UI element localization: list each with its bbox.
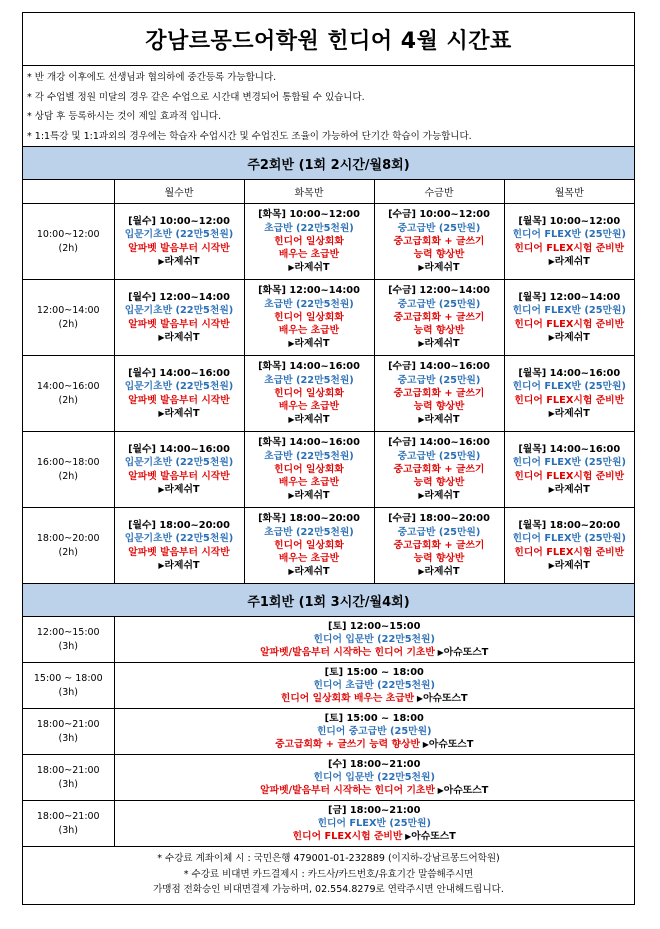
class-cell xyxy=(504,280,634,356)
notes-section xyxy=(23,66,634,147)
teacher-line xyxy=(245,565,374,578)
time-cell xyxy=(23,204,114,280)
course-desc: 힌디어 FLEX시험 준비반 xyxy=(514,242,625,254)
triangle-right-icon: ▶ xyxy=(288,491,295,501)
teacher-name: 라제쉬T xyxy=(164,483,200,495)
class-time: [월목] 18:00~20:00 xyxy=(518,520,621,532)
triangle-right-icon: ▶ xyxy=(548,560,555,570)
note-line: * 1:1특강 및 1:1과외의 경우에는 학습자 수업시간 및 수업진도 조율이 가능하여 단기간 학습이 가능합니다. xyxy=(27,130,472,142)
duration: (2h) xyxy=(58,242,78,254)
teacher-line xyxy=(375,489,504,502)
class-cell xyxy=(374,508,504,584)
course-desc: 힌디어 일상회화 배우는 초급반 xyxy=(274,235,344,261)
teacher-name: 라제쉬T xyxy=(554,407,590,419)
course-name: 입문기초반 (22만5천원) xyxy=(124,457,234,469)
triangle-right-icon: ▶ xyxy=(418,567,425,577)
triangle-right-icon: ▶ xyxy=(418,491,425,501)
class-cell xyxy=(244,356,374,432)
class-time: [월수] 14:00~16:00 xyxy=(128,368,230,380)
time-range: 12:00~14:00 xyxy=(36,304,100,316)
triangle-right-icon: ▶ xyxy=(158,408,165,418)
class-cell xyxy=(114,204,244,280)
course-desc: 힌디어 일상회화 배우는 초급반 xyxy=(274,539,344,565)
teacher-name: 라제쉬T xyxy=(294,338,330,350)
teacher-name: 라제쉬T xyxy=(424,262,460,274)
column-header: 월목반 xyxy=(504,180,634,204)
class-cell xyxy=(114,432,244,508)
teacher-line xyxy=(505,331,635,344)
class-time: [월목] 10:00~12:00 xyxy=(518,216,621,228)
class-time: [수금] 10:00~12:00 xyxy=(388,209,490,221)
class-time: [월수] 14:00~16:00 xyxy=(128,444,230,456)
duration: (3h) xyxy=(58,732,78,744)
course-desc: 중고급회화 + 글쓰기 능력 향상반 xyxy=(393,387,485,413)
course-name: 힌디어 FLEX반 (25만원) xyxy=(512,457,626,469)
teacher-name: 라제쉬T xyxy=(164,559,200,571)
class-time: [화목] 10:00~12:00 xyxy=(258,209,360,221)
teacher-name: 라제쉬T xyxy=(294,414,330,426)
teacher-name: 라제쉬T xyxy=(424,414,460,426)
time-cell xyxy=(23,432,114,508)
duration: (3h) xyxy=(58,640,78,652)
time-range: 15:00 ~ 18:00 xyxy=(33,672,103,684)
class-time: [수금] 14:00~16:00 xyxy=(388,361,490,373)
class-time: [월목] 14:00~16:00 xyxy=(518,368,621,380)
note-line: * 반 개강 이후에도 선생님과 협의하에 중간등록 가능합니다. xyxy=(27,72,277,83)
teacher-line xyxy=(505,559,635,572)
triangle-right-icon: ▶ xyxy=(548,484,555,494)
course-desc: 알파벳 발음부터 시작반 xyxy=(128,470,230,482)
course-name: 중고급반 (25만원) xyxy=(397,222,481,234)
corner-cell xyxy=(23,180,114,204)
time-slot-row xyxy=(23,432,634,508)
teacher-line xyxy=(505,407,635,420)
triangle-right-icon: ▶ xyxy=(158,332,165,342)
time-slot-row xyxy=(23,617,634,663)
teacher-name: 라제쉬T xyxy=(164,255,200,267)
class-time: [금] 18:00~21:00 xyxy=(328,804,421,816)
class-time: [화목] 14:00~16:00 xyxy=(258,437,360,449)
class-time: [월수] 12:00~14:00 xyxy=(128,292,230,304)
class-cell xyxy=(374,280,504,356)
teacher-line xyxy=(245,337,374,350)
class-cell xyxy=(114,280,244,356)
course-name: 힌디어 중고급반 (25만원) xyxy=(316,725,432,737)
time-slot-row xyxy=(23,663,634,709)
triangle-right-icon: ▶ xyxy=(158,560,165,570)
course-desc: 힌디어 FLEX시험 준비반 xyxy=(514,318,625,330)
teacher-line xyxy=(115,483,244,496)
teacher-name: 라제쉬T xyxy=(554,255,590,267)
triangle-right-icon: ▶ xyxy=(434,786,444,796)
triangle-right-icon: ▶ xyxy=(158,484,165,494)
class-time: [수금] 12:00~14:00 xyxy=(388,285,490,297)
once-weekly-table xyxy=(23,617,634,846)
course-desc: 알파벳/발음부터 시작하는 힌디어 기초반 xyxy=(260,647,435,659)
triangle-right-icon: ▶ xyxy=(418,415,425,425)
course-name: 힌디어 입문반 (22만5천원) xyxy=(313,633,435,645)
class-cell xyxy=(374,432,504,508)
course-desc: 중고급회화 + 글쓰기 능력 향상반 xyxy=(393,539,485,565)
class-time: [수금] 14:00~16:00 xyxy=(388,437,490,449)
teacher-name: 라제쉬T xyxy=(164,331,200,343)
teacher-name: 아슈또스T xyxy=(411,831,456,843)
course-name: 힌디어 FLEX반 (25만원) xyxy=(512,229,626,241)
duration: (2h) xyxy=(58,470,78,482)
class-cell xyxy=(114,801,634,847)
class-time: [월목] 12:00~14:00 xyxy=(518,292,621,304)
class-cell xyxy=(504,204,634,280)
teacher-name: 라제쉬T xyxy=(294,262,330,274)
page-title: 강남르몽드어학원 힌디어 4월 시간표 xyxy=(23,13,634,66)
footer-line: * 수강료 비대면 카드결제시 : 카드사/카드번호/유효기간 말씀해주시면 xyxy=(183,868,474,880)
footer-line: * 수강료 계좌이체 시 : 국민은행 479001-01-232889 (이지하-강남르몽드어학원) xyxy=(157,853,500,864)
teacher-line xyxy=(375,261,504,274)
time-cell xyxy=(23,356,114,432)
course-name: 힌디어 FLEX반 (25만원) xyxy=(512,533,626,545)
teacher-line xyxy=(375,413,504,426)
time-range: 18:00~21:00 xyxy=(36,764,100,776)
class-time: [화목] 14:00~16:00 xyxy=(258,361,360,373)
teacher-line xyxy=(245,413,374,426)
column-header-row xyxy=(23,180,634,204)
course-desc: 알파벳 발음부터 시작반 xyxy=(128,242,230,254)
teacher-name: 라제쉬T xyxy=(424,338,460,350)
course-name: 힌디어 FLEX반 (25만원) xyxy=(512,305,626,317)
course-name: 초급반 (22만5천원) xyxy=(264,222,354,234)
triangle-right-icon: ▶ xyxy=(158,256,165,266)
teacher-name: 라제쉬T xyxy=(554,559,590,571)
course-desc: 힌디어 FLEX시험 준비반 xyxy=(514,394,625,406)
course-name: 입문기초반 (22만5천원) xyxy=(124,229,234,241)
time-cell xyxy=(23,280,114,356)
teacher-name: 아슈또스T xyxy=(428,739,474,751)
course-desc: 알파벳 발음부터 시작반 xyxy=(128,318,230,330)
time-slot-row xyxy=(23,801,634,847)
teacher-name: 아슈또스T xyxy=(443,647,489,659)
course-name: 입문기초반 (22만5천원) xyxy=(124,533,234,545)
class-time: [화목] 18:00~20:00 xyxy=(258,513,360,525)
course-desc: 중고급회화 + 글쓰기 능력 향상반 xyxy=(393,463,485,489)
duration: (2h) xyxy=(58,318,78,330)
duration: (2h) xyxy=(58,546,78,558)
triangle-right-icon: ▶ xyxy=(288,567,295,577)
course-name: 중고급반 (25만원) xyxy=(397,450,481,462)
class-cell xyxy=(244,204,374,280)
course-name: 중고급반 (25만원) xyxy=(397,526,481,538)
course-desc-line xyxy=(115,830,635,843)
time-cell xyxy=(23,801,114,847)
teacher-name: 아슈또스T xyxy=(443,785,489,797)
class-time: [월목] 14:00~16:00 xyxy=(518,444,621,456)
teacher-name: 라제쉬T xyxy=(164,407,200,419)
footer-line: 가맹점 전화승인 비대면결제 가능하며, 02.554.8279로 연락주시면 안내해드립니다. xyxy=(153,884,504,895)
course-name: 초급반 (22만5천원) xyxy=(264,374,354,386)
class-cell xyxy=(114,508,244,584)
triangle-right-icon: ▶ xyxy=(434,648,444,658)
teacher-name: 라제쉬T xyxy=(554,331,590,343)
duration: (3h) xyxy=(58,778,78,790)
course-name: 입문기초반 (22만5천원) xyxy=(124,381,234,393)
course-name: 힌디어 FLEX반 (25만원) xyxy=(317,817,431,829)
triangle-right-icon: ▶ xyxy=(288,415,295,425)
time-slot-row xyxy=(23,755,634,801)
course-desc: 힌디어 FLEX시험 준비반 xyxy=(514,546,625,558)
teacher-name: 아슈또스T xyxy=(423,693,468,705)
class-cell xyxy=(114,709,634,755)
time-slot-row xyxy=(23,508,634,584)
course-name: 초급반 (22만5천원) xyxy=(264,450,354,462)
teacher-line xyxy=(245,261,374,274)
course-name: 힌디어 FLEX반 (25만원) xyxy=(512,381,626,393)
time-range: 10:00~12:00 xyxy=(36,228,100,240)
course-desc-line xyxy=(115,784,635,797)
column-header: 월수반 xyxy=(114,180,244,204)
course-name: 힌디어 입문반 (22만5천원) xyxy=(313,771,435,783)
teacher-name: 라제쉬T xyxy=(554,483,590,495)
triangle-right-icon: ▶ xyxy=(419,740,429,750)
note-line: * 각 수업별 정원 미달의 경우 같은 수업으로 시간대 변경되어 통합될 수 있습니다. xyxy=(27,91,365,103)
course-name: 힌디어 초급반 (22만5천원) xyxy=(313,679,435,691)
triangle-right-icon: ▶ xyxy=(418,339,425,349)
class-cell xyxy=(114,663,634,709)
class-cell xyxy=(504,508,634,584)
time-slot-row xyxy=(23,280,634,356)
class-time: [토] 12:00~15:00 xyxy=(328,620,421,632)
time-slot-row xyxy=(23,204,634,280)
time-range: 18:00~20:00 xyxy=(36,532,100,544)
time-range: 12:00~15:00 xyxy=(36,626,100,638)
course-desc-line xyxy=(115,646,635,659)
time-cell xyxy=(23,617,114,663)
triangle-right-icon: ▶ xyxy=(548,408,555,418)
time-cell xyxy=(23,663,114,709)
teacher-line xyxy=(115,331,244,344)
time-cell xyxy=(23,709,114,755)
triangle-right-icon: ▶ xyxy=(418,263,425,273)
teacher-name: 라제쉬T xyxy=(294,490,330,502)
time-slot-row xyxy=(23,709,634,755)
course-name: 중고급반 (25만원) xyxy=(397,374,481,386)
time-range: 18:00~21:00 xyxy=(36,718,100,730)
class-cell xyxy=(244,508,374,584)
triangle-right-icon: ▶ xyxy=(548,256,555,266)
class-cell xyxy=(244,280,374,356)
teacher-line xyxy=(115,559,244,572)
column-header: 수금반 xyxy=(374,180,504,204)
once-weekly-heading: 주1회반 (1회 3시간/월4회) xyxy=(23,583,634,617)
teacher-line xyxy=(115,407,244,420)
course-desc: 힌디어 일상회화 배우는 초급반 xyxy=(274,463,344,489)
course-desc: 중고급회화 + 글쓰기 능력 향상반 xyxy=(393,311,485,337)
duration: (3h) xyxy=(58,686,78,698)
time-cell xyxy=(23,508,114,584)
course-desc: 중고급회화 + 글쓰기 능력 향상반 xyxy=(393,235,485,261)
time-range: 16:00~18:00 xyxy=(36,456,100,468)
course-desc: 알파벳 발음부터 시작반 xyxy=(128,546,230,558)
footer-payment-info xyxy=(23,846,634,904)
course-desc-line xyxy=(115,692,635,705)
teacher-line xyxy=(375,337,504,350)
triangle-right-icon: ▶ xyxy=(288,339,295,349)
class-cell xyxy=(504,432,634,508)
class-cell xyxy=(114,617,634,663)
triangle-right-icon: ▶ xyxy=(548,332,555,342)
teacher-line xyxy=(115,255,244,268)
course-name: 초급반 (22만5천원) xyxy=(264,298,354,310)
course-desc: 힌디어 FLEX시험 준비반 xyxy=(514,470,625,482)
duration: (3h) xyxy=(58,824,78,836)
triangle-right-icon: ▶ xyxy=(288,263,295,273)
teacher-line xyxy=(375,565,504,578)
twice-weekly-heading: 주2회반 (1회 2시간/월8회) xyxy=(23,147,634,180)
triangle-right-icon: ▶ xyxy=(414,694,424,704)
class-cell xyxy=(374,204,504,280)
time-cell xyxy=(23,755,114,801)
time-slot-row xyxy=(23,356,634,432)
timetable-sheet xyxy=(22,12,635,905)
twice-weekly-table xyxy=(23,180,634,583)
class-cell xyxy=(114,356,244,432)
time-range: 18:00~21:00 xyxy=(36,810,100,822)
course-desc: 힌디어 일상회화 배우는 초급반 xyxy=(280,693,415,705)
class-time: [토] 15:00 ~ 18:00 xyxy=(324,712,424,724)
teacher-line xyxy=(245,489,374,502)
course-name: 초급반 (22만5천원) xyxy=(264,526,354,538)
course-desc-line xyxy=(115,738,635,751)
class-time: [월수] 18:00~20:00 xyxy=(128,520,230,532)
course-name: 입문기초반 (22만5천원) xyxy=(124,305,234,317)
class-cell xyxy=(244,432,374,508)
class-time: [월수] 10:00~12:00 xyxy=(128,216,230,228)
note-line: * 상담 후 등록하시는 것이 제일 효과적 입니다. xyxy=(27,111,222,122)
class-time: [화목] 12:00~14:00 xyxy=(258,285,360,297)
class-cell xyxy=(504,356,634,432)
course-desc: 중고급회화 + 글쓰기 능력 향상반 xyxy=(275,739,420,751)
class-time: [수금] 18:00~20:00 xyxy=(388,513,490,525)
course-desc: 힌디어 일상회화 배우는 초급반 xyxy=(274,387,344,413)
course-desc: 알파벳 발음부터 시작반 xyxy=(128,394,230,406)
teacher-name: 라제쉬T xyxy=(424,566,460,578)
class-time: [수] 18:00~21:00 xyxy=(328,758,421,770)
course-desc: 알파벳/발음부터 시작하는 힌디어 기초반 xyxy=(260,785,435,797)
course-desc: 힌디어 일상회화 배우는 초급반 xyxy=(274,311,344,337)
column-header: 화목반 xyxy=(244,180,374,204)
class-time: [토] 15:00 ~ 18:00 xyxy=(324,666,424,678)
teacher-name: 라제쉬T xyxy=(424,490,460,502)
duration: (2h) xyxy=(58,394,78,406)
course-desc: 힌디어 FLEX시험 준비반 xyxy=(292,831,403,843)
time-range: 14:00~16:00 xyxy=(36,380,100,392)
class-cell xyxy=(374,356,504,432)
teacher-line xyxy=(505,255,635,268)
triangle-right-icon: ▶ xyxy=(402,832,412,842)
course-name: 중고급반 (25만원) xyxy=(397,298,481,310)
teacher-name: 라제쉬T xyxy=(294,566,330,578)
class-cell xyxy=(114,755,634,801)
teacher-line xyxy=(505,483,635,496)
